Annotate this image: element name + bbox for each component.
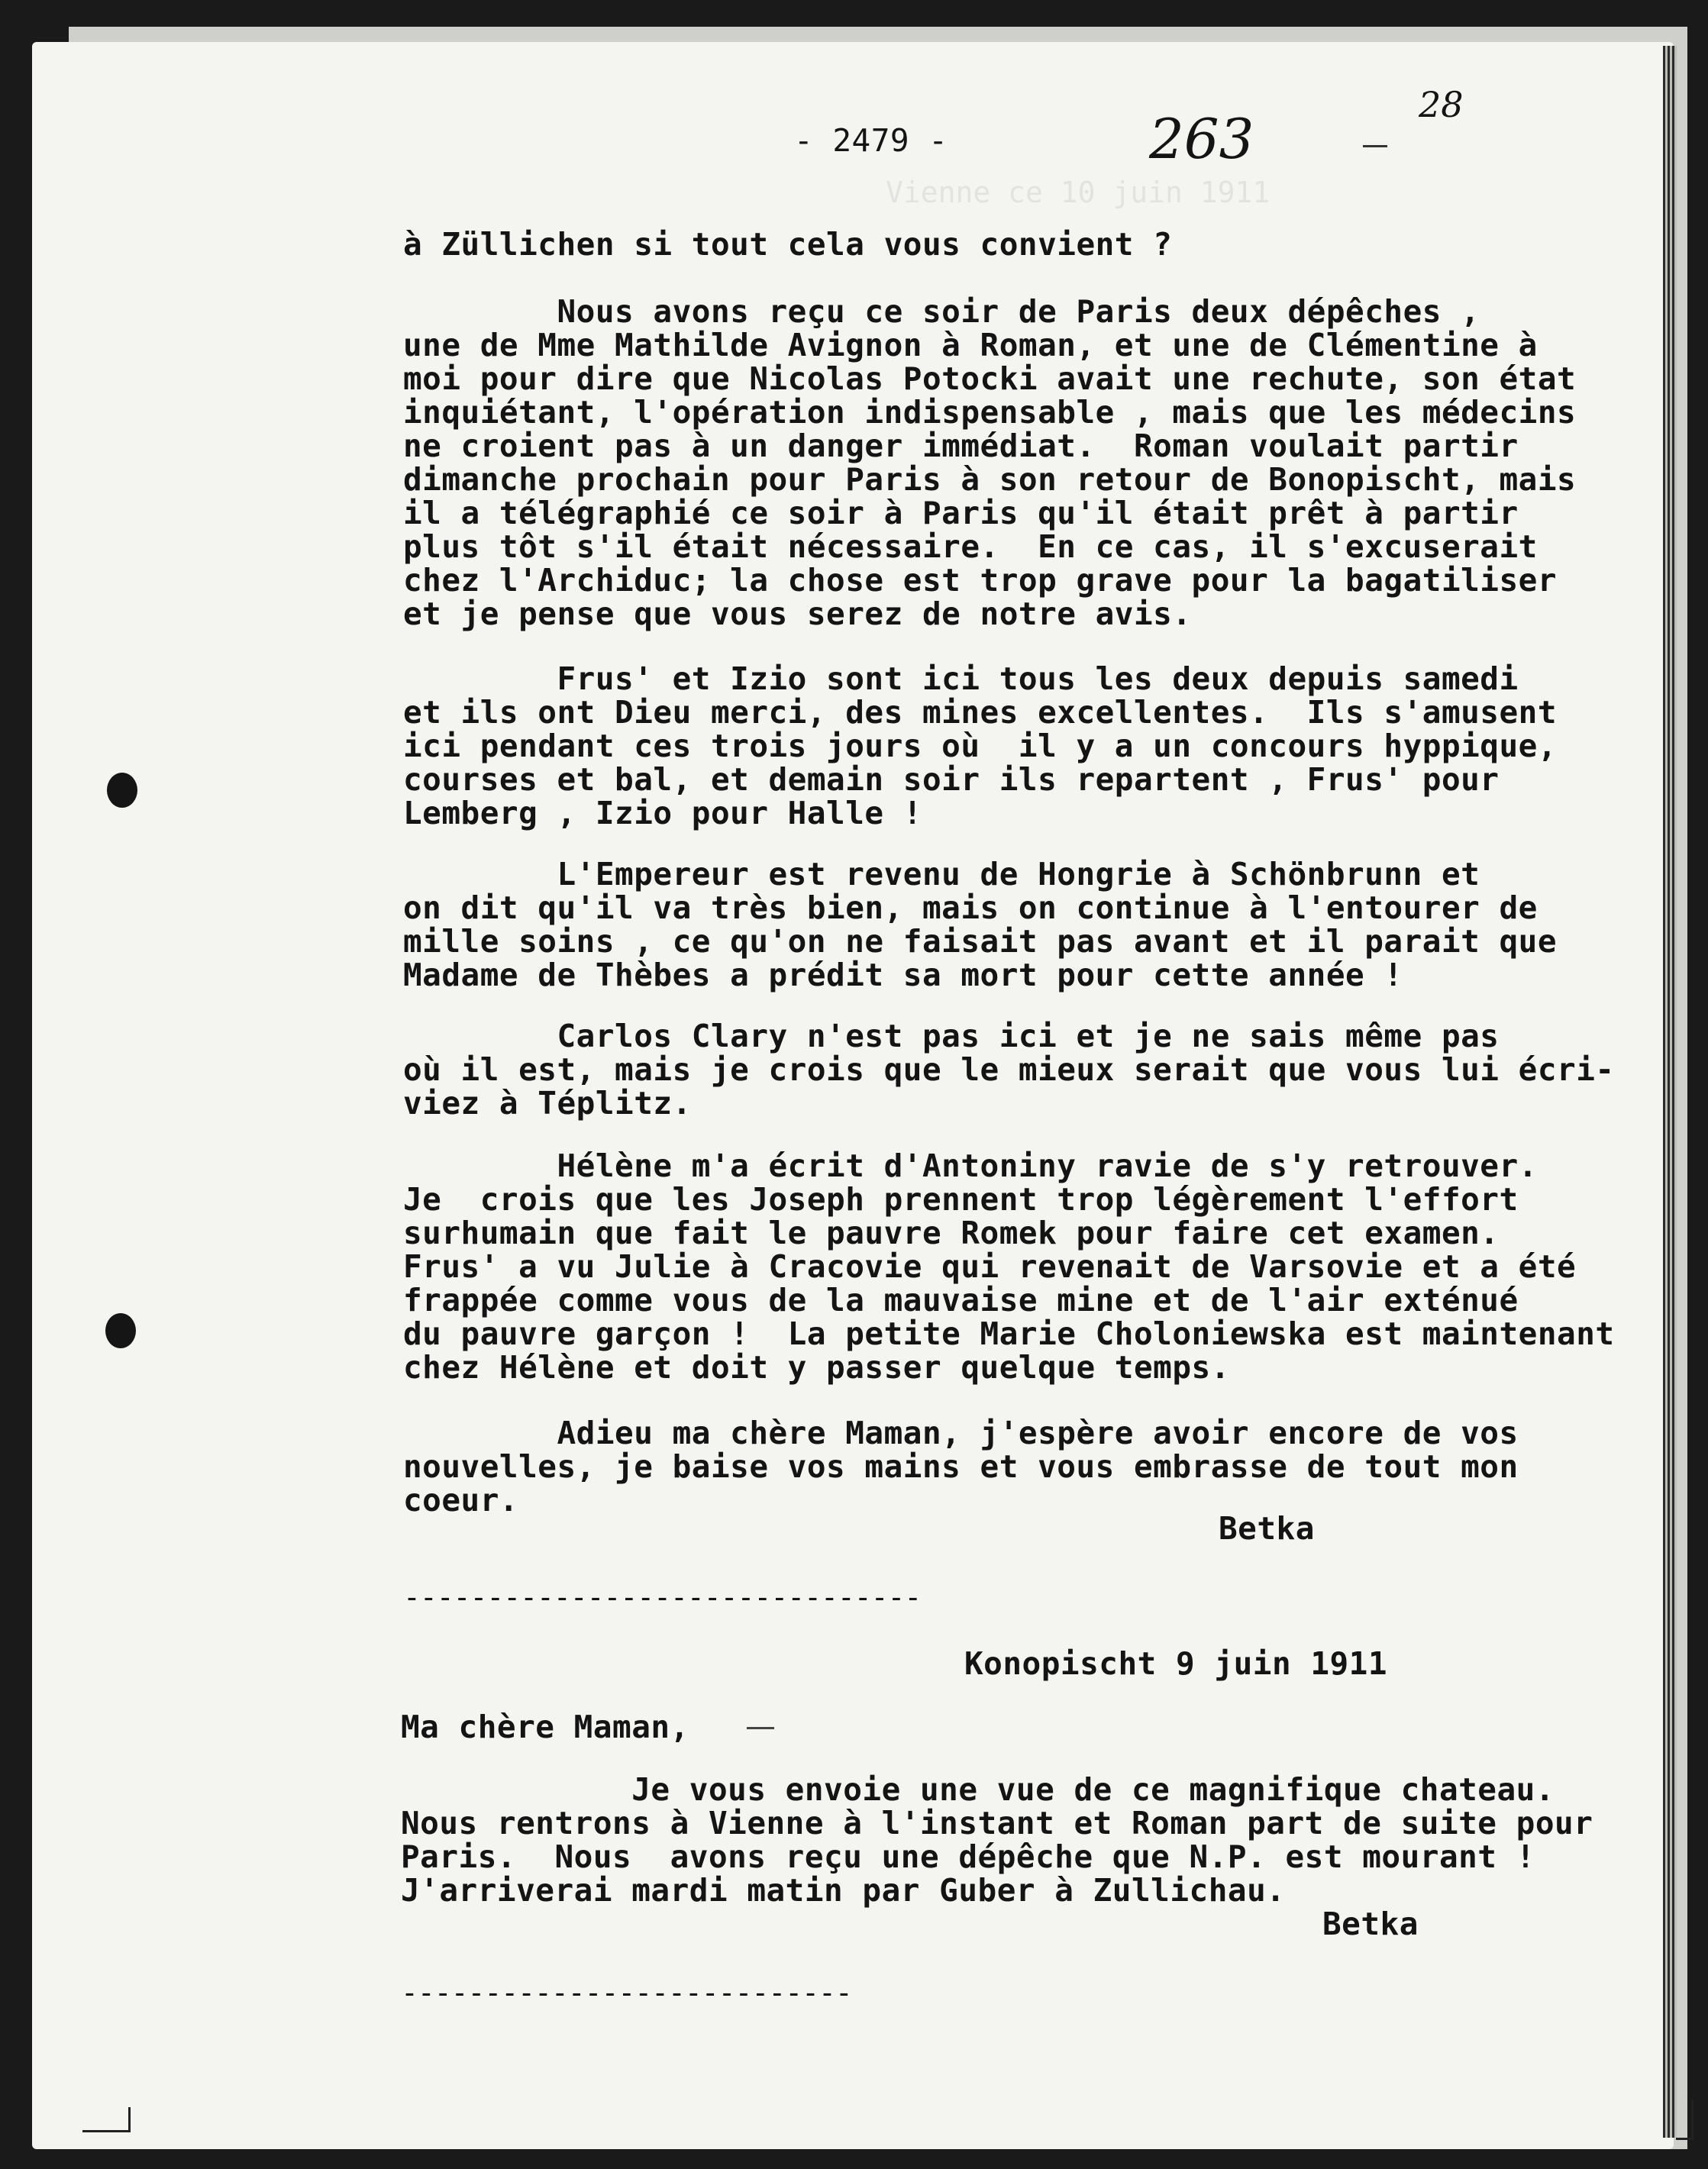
separator-line: -------------------------------: [403, 1580, 922, 1614]
corner-mark: [1676, 2100, 1693, 2140]
letter1-paragraph: Adieu ma chère Maman, j'espère avoir encore de vos nouvelles, je baise vos mains et vous embrasse de tout mon coeur.: [403, 1415, 1519, 1519]
letter1-paragraph: Carlos Clary n'est pas ici et je ne sais même pas où il est, mais je crois que le mieux serait que vous lui écri- viez à Téplitz.: [403, 1018, 1615, 1122]
letter1-paragraph: L'Empereur est revenu de Hongrie à Schönbrunn et on dit qu'il va très bien, mais on continue à l'entourer de mille soins , ce qu'on ne faisait pas avant et il parait que Madame de Thèbes a prédit sa mort pour cette année !: [403, 856, 1558, 993]
letter1-paragraph: Nous avons reçu ce soir de Paris deux dépêches , une de Mme Mathilde Avignon à Roman, et une de Clémentine à moi pour dire que Nicolas Potocki avait une rechute, son état inquiétant, l'opération indispensable , mais que les médecins ne croient pas à un danger immédiat. Roman voulait partir dimanche prochain pour Paris à son retour de Bonopischt, mais il a télégraphié ce soir à Paris qu'il était prêt à partir plus tôt s'il était nécessaire. En ce cas, il s'excuserait chez l'Archiduc; la chose est trop grave pour la bagatiliser et je pense que vous serez de notre avis.: [403, 293, 1577, 632]
letter2-body: Je vous envoie une vue de ce magnifique chateau. Nous rentrons à Vienne à l'instant et Roman part de suite pour Paris. Nous avons reçu une dépêche que N.P. est mourant ! J'arriverai mardi matin par Guber à Zullichau.: [401, 1771, 1593, 1909]
separator-line: ---------------------------: [401, 1976, 852, 2009]
letter1-paragraph: à Züllichen si tout cela vous convient ?: [403, 226, 1173, 263]
folio-number-handwritten: 263: [1149, 107, 1254, 171]
dash-mark: [747, 1727, 774, 1729]
page-number: - 2479 -: [794, 122, 948, 159]
letter1-paragraph: Hélène m'a écrit d'Antoniny ravie de s'y retrouver. Je crois que les Joseph prennent trop légèrement l'effort surhumain que fait le pauvre Romek pour faire cet examen. Frus' a vu Julie à Cracovie qui revenait de Varsovie et a été frappée comme vous de la mauvaise mine et de l'air exténué du pauvre garçon ! La petite Marie Choloniewska est maintenant chez Hélène et doit y passer quelque temps.: [403, 1147, 1615, 1386]
letter2-salutation: Ma chère Maman,: [401, 1709, 689, 1745]
letter2-place-date: Konopischt 9 juin 1911: [964, 1645, 1388, 1682]
letter1-signature: Betka: [1219, 1510, 1315, 1547]
stacked-page-edges: [1663, 46, 1677, 2138]
punch-hole-icon: [107, 773, 137, 808]
corner-folio-number: 28: [1419, 84, 1464, 125]
punch-hole-icon: [105, 1313, 136, 1348]
corner-mark: [82, 2107, 131, 2132]
dash-mark: [1363, 145, 1387, 147]
bleed-through-text: Vienne ce 10 juin 1911: [886, 176, 1271, 209]
letter2-signature: Betka: [1322, 1906, 1419, 1942]
letter1-paragraph: Frus' et Izio sont ici tous les deux depuis samedi et ils ont Dieu merci, des mines excellentes. Ils s'amusent ici pendant ces trois jours où il y a un concours hyppique, courses et bal, et demain soir ils repartent , Frus' pour Lemberg , Izio pour Halle !: [403, 660, 1558, 831]
